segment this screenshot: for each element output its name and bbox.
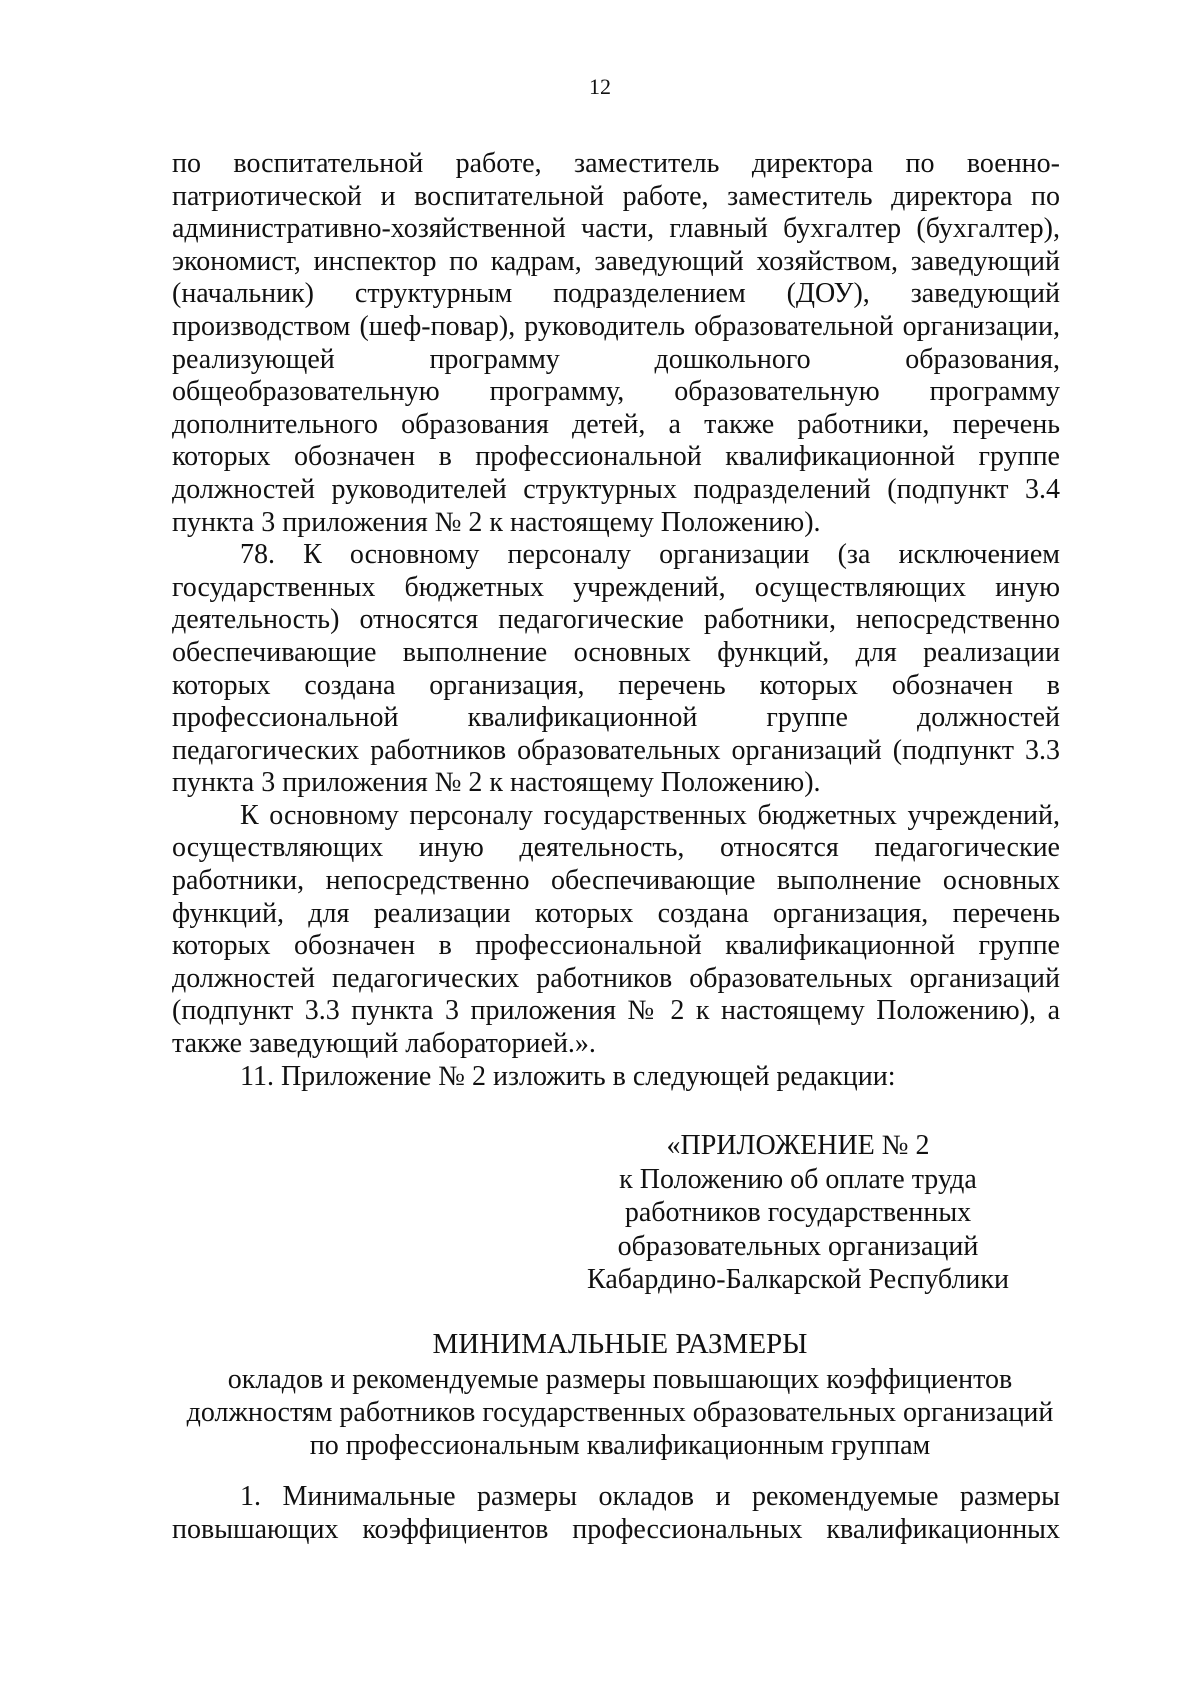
appendix-line: Кабардино-Балкарской Республики [587, 1264, 1009, 1295]
appendix-header [578, 1129, 1018, 1297]
final-paragraph-block [172, 1480, 1060, 1546]
appendix-line: работников государственных [624, 1197, 972, 1228]
paragraph-budget-institutions: К основному персоналу государственных бюджетных учреждений, осуществляющих иную деятельность, относятся педагогические работники, непосредственно обеспечивающие выполнение основных функций, для реализации которых создана организация, перечень которых обозначен в профессиональной квалификационной группе должностей педагогических работников образовательных организаций (подпункт 3.3 пункта 3 приложения № 2 к настоящему Положению), а также заведующий лабораторией.». [172, 799, 1060, 1060]
section-subtitle-line: должностям работников государственных образовательных организаций [186, 1397, 1054, 1428]
appendix-line: образовательных организаций [617, 1230, 979, 1262]
page-number: 12 [589, 74, 611, 99]
paragraph-item-78: 78. К основному персоналу организации (за исключением государственных бюджетных учреждений, осуществляющих иную деятельность) относятся педагогические работники, непосредственно обеспечивающие выполнение основных функций, для реализации которых создана организация, перечень которых обозначен в профессиональной квалификационной группе должностей педагогических работников образовательных организаций (подпункт 3.3 пункта 3 приложения № 2 к настоящему Положению). [172, 539, 1060, 799]
appendix-line: к Положению об оплате труда [619, 1163, 977, 1195]
paragraph-item-11: 11. Приложение № 2 изложить в следующей редакции: [240, 1060, 896, 1092]
section-title: МИНИМАЛЬНЫЕ РАЗМЕРЫ [432, 1328, 808, 1360]
document-body [172, 148, 1060, 1093]
appendix-title: «ПРИЛОЖЕНИЕ № 2 [666, 1130, 930, 1161]
section-heading [120, 1326, 1120, 1462]
section-subtitle-line: окладов и рекомендуемые размеры повышающих коэффициентов [227, 1364, 1013, 1395]
section-subtitle-line: по профессиональным квалификационным группам [309, 1430, 931, 1461]
paragraph-item-1: 1. Минимальные размеры окладов и рекомендуемые размеры повышающих коэффициентов профессиональных квалификационных [172, 1481, 1060, 1545]
paragraph-positions-list: по воспитательной работе, заместитель директора по военно-патриотической и воспитательной работе, заместитель директора по административно-хозяйственной части, главный бухгалтер (бухгалтер), экономист, инспектор по кадрам, заведующий хозяйством, заведующий (начальник) структурным подразделением (ДОУ), заведующий производством (шеф-повар), руководитель образовательной организации, реализующей программу дошкольного образования, общеобразовательную программу, образовательную программу дополнительного образования детей, а также работники, перечень которых обозначен в профессиональной квалификационной группе должностей руководителей структурных подразделений (подпункт 3.4 пункта 3 приложения № 2 к настоящему Положению). [172, 148, 1060, 538]
